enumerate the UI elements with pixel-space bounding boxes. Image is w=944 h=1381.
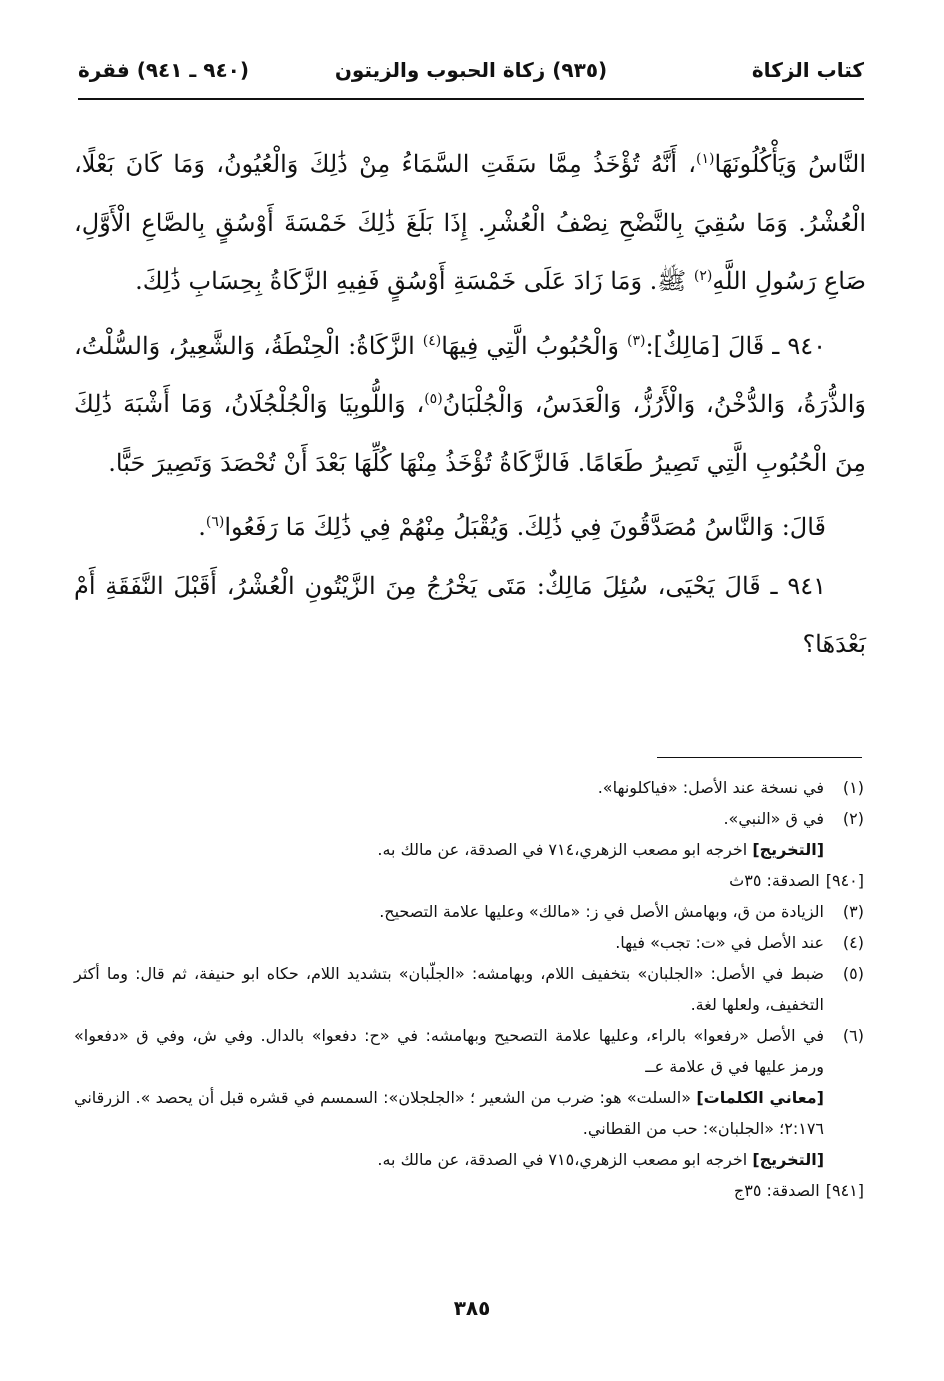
running-header [78, 52, 864, 92]
footnote-number: (٤) [842, 933, 864, 952]
footnote-2 [74, 803, 864, 865]
footnote-4 [74, 927, 864, 958]
paragraph-ref-number: [٩٤٠] [825, 871, 864, 890]
text-run: ، أَنَّهُ تُؤْخَذُ مِمَّا سَقَتِ السَّمَاءُ مِنْ ذَٰلِكَ وَالْعُيُونُ، وَمَا كَانَ بَعْلًا، الْعُشْرُ. وَمَا سُقِيَ بِالنَّضْحِ نِصْفُ الْعُشْرِ. إِذَا بَلَغَ ذَٰلِكَ خَمْسَةَ أَوْسُقٍ بِالصَّاعِ الْأَوَّلِ، صَاعِ رَسُولِ اللَّهِ [74, 150, 866, 295]
footnotes [74, 772, 864, 1206]
text-run: النَّاسُ وَيَأْكُلُونَهَا [714, 150, 866, 178]
footnote-6 [74, 1020, 864, 1175]
footnote-ref-2: (٢) [693, 268, 713, 284]
footnote-text: عند الأصل في «ت: تجب» فيها. [615, 933, 824, 952]
paragraph-ref-number: [٩٤١] [825, 1181, 864, 1200]
paragraph-continuation [74, 135, 866, 311]
footnote-text: اخرجه ابو مصعب الزهري،٧١٤ في الصدقة، عن مالك به. [377, 840, 753, 859]
footnote-number: (٣) [842, 902, 864, 921]
paragraph-940 [74, 317, 866, 493]
footnote-ref-3: (٣) [626, 332, 646, 349]
footnote-text: «السلت» هو: ضرب من الشعير ؛ «الجلجلان»: السمسم في قشره قبل أن يحصد ». الزرقاني ٢:١٧٦؛ «الجلبان»: حب من القطاني. [74, 1088, 824, 1138]
footnote-5 [74, 958, 864, 1020]
footnote-number: (٦) [842, 1026, 864, 1045]
header-chapter-title: (٩٣٥) زكاة الحبوب والزيتون [334, 58, 608, 82]
paragraph-ref-text: الصدقة: ٣٥ث [729, 871, 820, 890]
footnote-1 [74, 772, 864, 803]
footnote-text: الزيادة من ق، وبهامش الأصل في ز: «مالك» وعليها علامة التصحيح. [379, 902, 824, 921]
footnote-ref-5: (٥) [424, 391, 443, 407]
text-run: ، وَاللُّوبِيَا وَالْجُلْجُلَانُ، وَمَا أَشْبَهَ ذَٰلِكَ مِنَ الْحُبُوبِ الَّتِي تَصِيرُ طَعَامًا. فَالزَّكَاةُ تُؤْخَذُ مِنْهَا كُلِّهَا بَعْدَ أَنْ تُحْصَدَ وَتَصِيرَ حَبًّا. [74, 390, 866, 477]
footnote-ref-1: (١) [696, 151, 715, 167]
paragraph-941 [74, 557, 866, 674]
paragraph-ref-text: الصدقة: ٣٥ج [733, 1181, 820, 1200]
footnote-3 [74, 896, 864, 927]
text-run: قَالَ: وَالنَّاسُ مُصَدَّقُونَ فِي ذَٰلِكَ. وَيُقْبَلُ مِنْهُمْ فِي ذَٰلِكَ مَا رَفَعُوا [224, 513, 826, 541]
page-number: ٣٨٥ [453, 1296, 491, 1320]
header-paragraph-range: (٩٤٠ ـ ٩٤١) فقرة [78, 58, 249, 82]
footnote-divider [657, 757, 862, 758]
paragraph-ref-941 [74, 1175, 864, 1206]
footnote-text: ضبط في الأصل: «الجلبان» بتخفيف اللام، وبهامشه: «الجلّبان» بتشديد اللام، حكاه ابو حنيفة، ثم قال: وما أكثر التخفيف، ولعلها لغة. [74, 964, 824, 1014]
text-run: ٩٤١ ـ قَالَ يَحْيَى، سُئِلَ مَالِكٌ: مَتَى يَخْرُجُ مِنَ الزَّيْتُونِ الْعُشْرُ، أَقَبْلَ النَّفَقَةِ أَمْ بَعْدَهَا؟ [74, 571, 866, 658]
header-divider [78, 98, 864, 100]
footnote-number: (٥) [842, 964, 864, 983]
footnote-ref-4: (٤) [422, 332, 442, 349]
text-run: ٩٤٠ ـ قَالَ [مَالِكٌ]: [645, 331, 826, 360]
takhrij-label: [التخريج] [752, 1150, 824, 1169]
footnote-text: في نسخة عند الأصل: «فياكلونها». [597, 778, 824, 797]
footnote-text: في ق «النبي». [723, 809, 824, 828]
text-run: الزَّكَاةُ: الْحِنْطَةُ، وَالشَّعِيرُ، وَالسُّلْتُ، وَالذُّرَةُ، وَالدُّخْنُ، وَالْأَرُزُّ، وَالْعَدَسُ، وَالْجُلْبَانُ [74, 331, 866, 418]
main-text [74, 135, 866, 674]
takhrij-label: [التخريج] [752, 840, 824, 859]
footnote-number: (٢) [842, 809, 864, 828]
footnote-text: في الأصل «رفعوا» بالراء، وعليها علامة التصحيح وبهامشه: في «ح: دفعوا» بالدال. وفي ش، وفي ق «دفعوا» ورمز عليها في ق علامة عــ [74, 1026, 824, 1076]
header-book-title: كتاب الزكاة [751, 58, 864, 82]
footnote-ref-6: (٦) [205, 514, 225, 530]
paragraph-ref-940 [74, 865, 864, 896]
text-run: وَالْحُبُوبُ الَّتِي فِيهَا [441, 331, 627, 360]
paragraph-940-continued [74, 498, 866, 557]
footnote-number: (١) [842, 778, 864, 797]
word-meanings-label: [معاني الكلمات] [696, 1088, 824, 1107]
footnote-text: اخرجه ابو مصعب الزهري،٧١٥ في الصدقة، عن مالك به. [377, 1150, 753, 1169]
text-run: ﷺ. وَمَا زَادَ عَلَى خَمْسَةِ أَوْسُقٍ فَفِيهِ الزَّكَاةُ بِحِسَابِ ذَٰلِكَ. [135, 267, 694, 295]
text-run: . [198, 513, 206, 541]
